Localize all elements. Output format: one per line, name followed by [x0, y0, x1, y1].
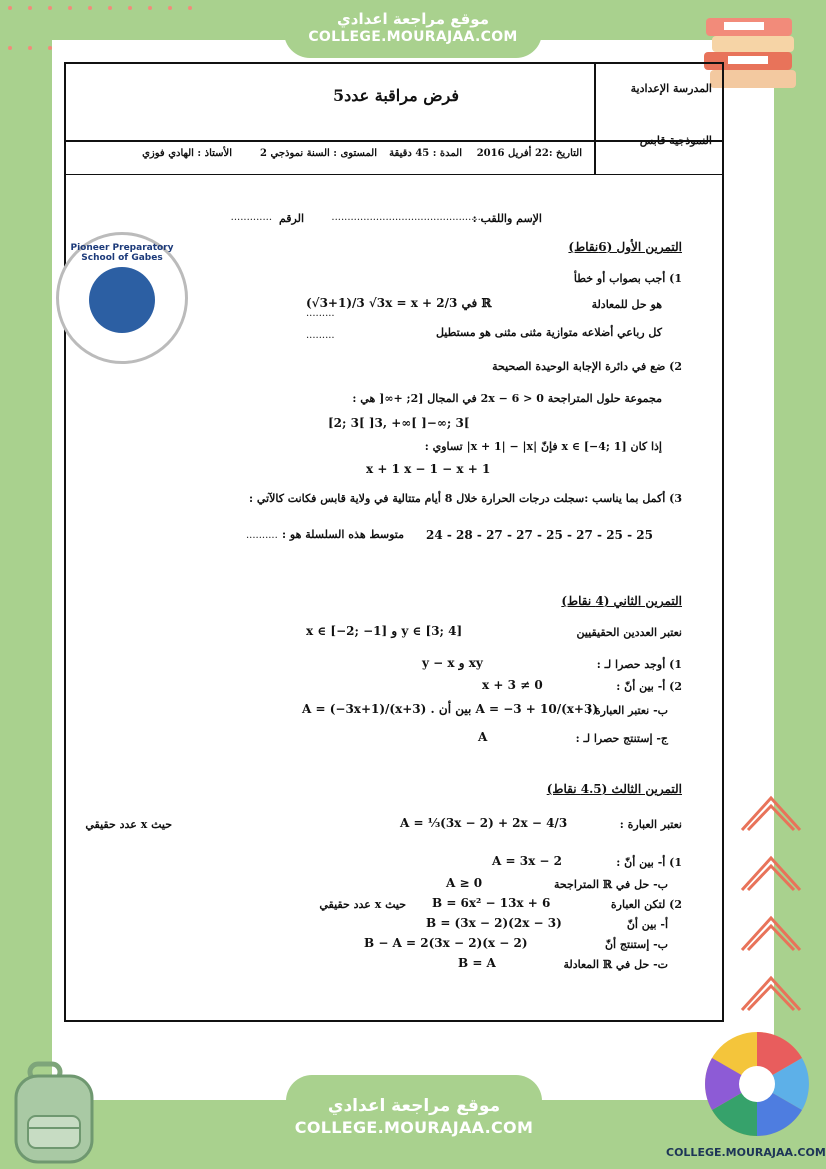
backpack-icon: [8, 1052, 112, 1164]
teacher-name: الأستاذ : الهادي فوزي: [142, 148, 232, 159]
student-number-label: الرقم: [278, 212, 304, 225]
ex3-q2c-math: B = A: [458, 956, 496, 970]
ex3-q1a: 1) أ- بين أنّ :: [616, 856, 682, 869]
exam-level: المستوى : السنة نموذجي 2: [260, 148, 377, 159]
ex1-q2b: إذا كان x ∈ [−4; 1] فإنّ |x + 1| − |x| تساوي :: [424, 440, 662, 453]
answer-blank: .........: [306, 308, 335, 319]
ex1-title: التمرين الأول (6نقاط): [568, 240, 682, 254]
school-cell: [594, 64, 722, 174]
exam-sheet: [64, 62, 724, 1022]
answer-blank: .........: [306, 330, 335, 341]
exam-title: فرض مراقبة عدد5: [332, 86, 460, 105]
student-name-label: الإسم واللقب :: [472, 212, 542, 225]
exam-duration: المدة : 45 دقيقة: [389, 148, 462, 159]
logo-emblem: [89, 267, 155, 333]
ex3-q1b: ب- حل في ℝ المتراجحة: [554, 878, 668, 891]
ex2-q1: 1) أوجد حصرا لـ :: [596, 658, 682, 671]
ex2-q2b: ب- نعتبر العبارة :: [586, 704, 668, 717]
ex2-intro: نعتبر العددين الحقيقيين: [576, 626, 682, 639]
ex2-title: التمرين الثاني (4 نقاط): [561, 594, 682, 608]
school-logo: [56, 232, 188, 364]
ex2-q2a-math: x + 3 ≠ 0: [482, 678, 543, 692]
ex3-q2: 2) لتكن العبارة: [610, 898, 682, 911]
site-url-bottom[interactable]: COLLEGE.MOURAJAA.COM: [294, 1118, 534, 1137]
footer-site-url[interactable]: COLLEGE.MOURAJAA.COM: [666, 1146, 826, 1159]
ex3-title: التمرين الثالث (4.5 نقاط): [546, 782, 682, 796]
ex1-q2b-options: x + 1 x − 1 − x + 1: [366, 462, 491, 476]
answer-blank: ..........: [246, 530, 278, 541]
ex1-q2a-options: [2; 3[ ]3, +∞[ ]−∞; 3[: [328, 416, 470, 430]
ex3-q2b: ب- إستنتج أنّ: [604, 938, 668, 951]
education-wheel-icon: [694, 1028, 820, 1144]
site-banner-top[interactable]: [284, 0, 542, 58]
ex2-q1-math: y − x و xy: [422, 656, 483, 670]
ex2-q2b-math: A = (−3x+1)/(x+3) . بين أن A = −3 + 10/(x+3): [302, 702, 599, 716]
ex3-q1b-math: A ≥ 0: [446, 876, 483, 890]
ex3-q1a-math: A = 3x − 2: [492, 854, 562, 868]
ex2-q2a: 2) أ- بين أنّ :: [616, 680, 682, 693]
ex3-q2a-math: B = (3x − 2)(2x − 3): [426, 916, 562, 930]
site-banner-bottom[interactable]: [286, 1075, 542, 1145]
ex1-q2: 2) ضع في دائرة الإجابة الوحيدة الصحيحة: [492, 360, 682, 373]
ex2-intro-math: x ∈ [−2; −1] و y ∈ [3; 4]: [306, 624, 463, 638]
number-blank: .............: [230, 212, 272, 223]
school-name: المدرسة الإعدادية: [630, 82, 712, 95]
exam-date: التاريخ :22 أفريل 2016: [476, 148, 582, 159]
chevron-decoration-icon: [736, 790, 806, 1040]
ex1-q1a-text: هو حل للمعادلة: [591, 298, 662, 311]
ex2-q2c: ج- إستنتج حصرا لـ :: [575, 732, 668, 745]
site-name-ar-bottom: موقع مراجعة اعدادي: [327, 1096, 501, 1116]
ex3-q2-math: B = 6x² − 13x + 6: [432, 896, 551, 910]
ex1-q3-series: 24 - 28 - 27 - 27 - 25 - 27 - 25 - 25: [426, 528, 653, 542]
name-blank: ................................................: [331, 212, 484, 223]
ex1-q1a-math: (√3+1)/3 √3x = x + 2/3 في ℝ: [306, 296, 492, 310]
ex1-q1b: كل رباعي أضلاعه متوازية مثنى مثنى هو مستطيل: [435, 326, 662, 339]
ex1-q1: 1) أجب بصواب أو خطأ: [573, 272, 682, 285]
ex3-q2c: ت- حل في ℝ المعادلة: [563, 958, 668, 971]
ex3-q2b-math: B − A = 2(3x − 2)(x − 2): [364, 936, 528, 950]
ex3-intro-math: A = ⅓(3x − 2) + 2x − 4/3: [400, 816, 568, 830]
ex3-intro: نعتبر العبارة :: [619, 818, 682, 831]
site-name-ar: موقع مراجعة اعدادي: [337, 10, 489, 28]
site-url[interactable]: COLLEGE.MOURAJAA.COM: [308, 29, 518, 45]
ex1-q3-end: متوسط هذه السلسلة هو :: [282, 528, 404, 541]
ex3-q2a: أ- بين أنّ: [626, 918, 668, 931]
ex2-q2c-math: A: [478, 730, 488, 744]
ex1-q3: 3) أكمل بما يناسب :سجلت درجات الحرارة خلال 8 أيام متتالية في ولاية قابس فكانت كالآتي :: [249, 492, 682, 505]
ex3-intro-end: حيث x عدد حقيقي: [85, 818, 172, 831]
logo-text: Pioneer Preparatory School of Gabes: [70, 243, 174, 263]
ex1-q2a: مجموعة حلول المتراجحة 2x − 6 > 0 في المجال [2; +∞[ هي :: [352, 392, 662, 405]
ex3-q2-end: حيث x عدد حقيقي: [319, 898, 406, 911]
school-region: النموذجية قابس: [639, 134, 712, 147]
